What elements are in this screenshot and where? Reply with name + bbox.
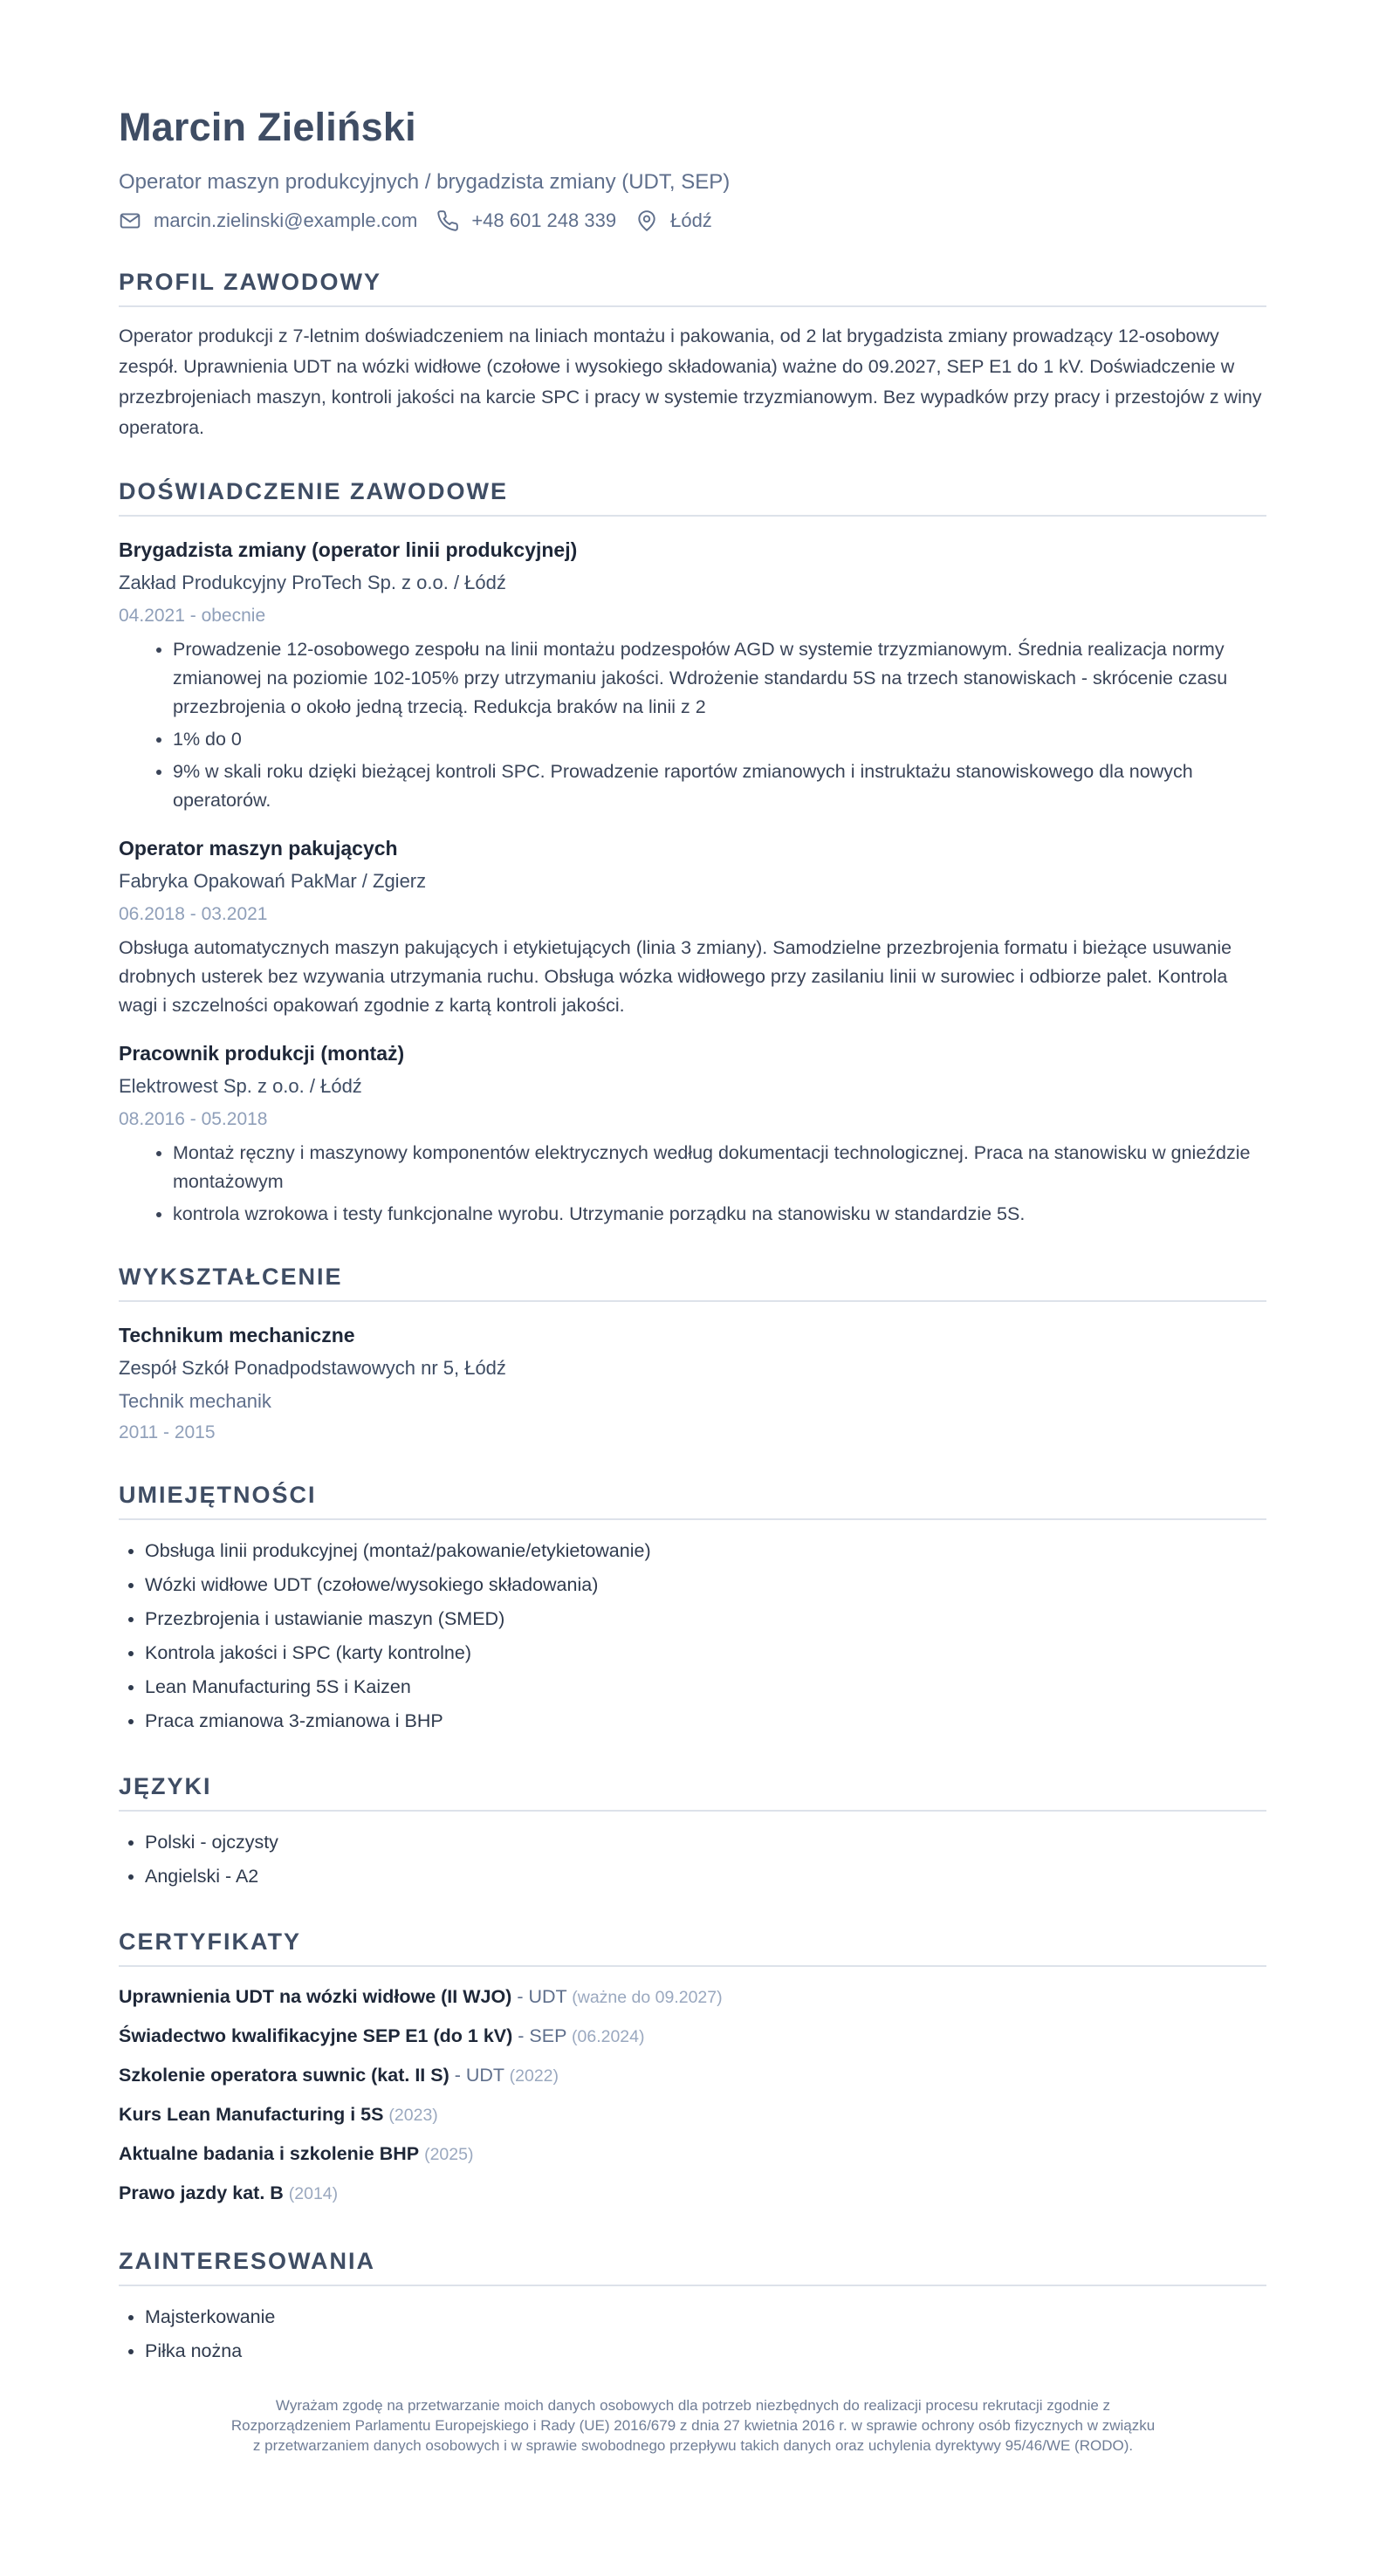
list-item: • Przezbrojenia i ustawianie maszyn (SMED) xyxy=(145,1602,1266,1636)
list-item: • Praca zmianowa 3-zmianowa i BHP xyxy=(145,1704,1266,1738)
job-bullets xyxy=(119,635,1266,815)
list-item: • kontrola wzrokowa i testy funkcjonalne wyrobu. Utrzymanie porządku na stanowisku w standardzie 5S. xyxy=(173,1200,1266,1229)
job-title: Brygadzista zmiany (operator linii produkcyjnej) xyxy=(119,538,578,561)
certificate-date: (ważne do 09.2027) xyxy=(572,1988,723,2007)
contact-row xyxy=(119,208,1266,234)
job-date: 08.2016 - 05.2018 xyxy=(119,1109,268,1129)
section-heading: DOŚWIADCZENIE ZAWODOWE xyxy=(119,476,1266,517)
certificate-date: (2014) xyxy=(288,2184,339,2203)
certificate-name: Świadectwo kwalifikacyjne SEP E1 (do 1 kV) xyxy=(119,2025,513,2046)
section-heading: ZAINTERESOWANIA xyxy=(119,2246,1266,2286)
section-skills xyxy=(119,1480,1266,1738)
education-school: Zespół Szkół Ponadpodstawowych nr 5, Łódź xyxy=(119,1357,506,1379)
list-item: • Polski - ojczysty xyxy=(145,1826,1266,1860)
section-education xyxy=(119,1262,1266,1447)
list-item: • 1% do 0 xyxy=(173,725,1266,754)
certificate-issuer: - UDT xyxy=(449,2065,504,2086)
contact-phone[interactable] xyxy=(436,208,616,234)
location-text: Łódź xyxy=(670,209,712,231)
list-item: • Lean Manufacturing 5S i Kaizen xyxy=(145,1670,1266,1704)
location-pin-icon xyxy=(635,209,658,232)
phone-icon xyxy=(436,209,459,232)
gdpr-consent-clause: Wyrażam zgodę na przetwarzanie moich danych osobowych dla potrzeb niezbędnych do realizacji procesu rekrutacji zgodnie z Rozporządzeniem Parlamentu Europejskiego i Rady (UE) 2016/679 z dnia 27 kwietnia 2016 r. w sprawie ochrony osób fizycznych w związku z przetwarzaniem danych osobowych i w sprawie swobodnego przepływu takich danych oraz uchylenia dyrektywy 95/46/WE (RODO). xyxy=(230,2397,1156,2454)
education-date: 2011 - 2015 xyxy=(119,1422,216,1442)
certificate-name: Prawo jazdy kat. B xyxy=(119,2182,284,2203)
section-heading: JĘZYKI xyxy=(119,1771,1266,1812)
certificate-name: Szkolenie operatora suwnic (kat. II S) xyxy=(119,2065,449,2086)
candidate-name: Marcin Zieliński xyxy=(119,105,416,149)
education-degree: Technikum mechaniczne xyxy=(119,1324,355,1346)
languages-list xyxy=(119,1826,1266,1894)
job-company: Fabryka Opakowań PakMar / Zgierz xyxy=(119,870,427,892)
certificate-item xyxy=(119,2174,1266,2213)
job-date: 04.2021 - obecnie xyxy=(119,606,266,626)
list-item: • Piłka nożna xyxy=(145,2334,1266,2368)
certificate-issuer: - UDT xyxy=(511,1986,567,2007)
certificate-date: (06.2024) xyxy=(572,2027,645,2046)
section-heading: CERTYFIKATY xyxy=(119,1927,1266,1967)
certificates-list xyxy=(119,1977,1266,2213)
list-item: • Prowadzenie 12-osobowego zespołu na linii montażu podzespołów AGD w systemie trzyzmianowym. Średnia realizacja normy zmianowej na poziomie 102-105% przy utrzymaniu jakości. Wdrożenie standardu 5S na trzech stanowiskach - skrócenie czasu przezbrojenia o około jedną trzecią. Redukcja braków na linii z 2 xyxy=(173,635,1266,722)
job-entry xyxy=(119,1039,1266,1229)
email-text: marcin.zielinski@example.com xyxy=(154,209,418,231)
skills-list xyxy=(119,1534,1266,1738)
list-item: • Angielski - A2 xyxy=(145,1860,1266,1894)
education-field: Technik mechanik xyxy=(119,1390,271,1412)
job-company: Elektrowest Sp. z o.o. / Łódź xyxy=(119,1075,362,1097)
list-item: • Majsterkowanie xyxy=(145,2300,1266,2334)
certificate-issuer: - SEP xyxy=(512,2025,567,2046)
section-certificates xyxy=(119,1927,1266,2213)
phone-text: +48 601 248 339 xyxy=(471,209,617,231)
mail-icon xyxy=(119,209,141,232)
list-item: • Wózki widłowe UDT (czołowe/wysokiego składowania) xyxy=(145,1568,1266,1602)
certificate-name: Aktualne badania i szkolenie BHP xyxy=(119,2143,420,2164)
section-languages xyxy=(119,1771,1266,1894)
job-company: Zakład Produkcyjny ProTech Sp. z o.o. / Łódź xyxy=(119,572,506,593)
certificate-item xyxy=(119,1977,1266,2017)
profile-summary: Operator produkcji z 7-letnim doświadczeniem na liniach montażu i pakowania, od 2 lat brygadzista zmiany prowadzący 12-osobowy zespół. Uprawnienia UDT na wózki widłowe (czołowe i wysokiego składowania) ważne do 09.2027, SEP E1 do 1 kV. Doświadczenie w przezbrojeniach maszyn, kontroli jakości na karcie SPC i pracy w systemie trzyzmianowym. Bez wypadków przy pracy i przestojów z winy operatora. xyxy=(119,325,1262,438)
certificate-name: Kurs Lean Manufacturing i 5S xyxy=(119,2104,384,2125)
list-item: • Obsługa linii produkcyjnej (montaż/pakowanie/etykietowanie) xyxy=(145,1534,1266,1568)
list-item: • Montaż ręczny i maszynowy komponentów elektrycznych według dokumentacji technologicznej. Praca na stanowisku w gnieździe montażowym xyxy=(173,1139,1266,1196)
section-heading: PROFIL ZAWODOWY xyxy=(119,267,1266,307)
section-heading: WYKSZTAŁCENIE xyxy=(119,1262,1266,1302)
certificate-item xyxy=(119,2134,1266,2174)
interests-list xyxy=(119,2300,1266,2368)
contact-email[interactable] xyxy=(119,208,417,234)
section-interests xyxy=(119,2246,1266,2368)
job-entry xyxy=(119,834,1266,1020)
contact-location xyxy=(635,208,712,234)
section-profile xyxy=(119,267,1266,443)
list-item: • 9% w skali roku dzięki bieżącej kontroli SPC. Prowadzenie raportów zmianowych i instruktażu stanowiskowego dla nowych operatorów. xyxy=(173,757,1266,815)
certificate-date: (2023) xyxy=(388,2106,438,2125)
job-description: Obsługa automatycznych maszyn pakujących i etykietujących (linia 3 zmiany). Samodzielne przezbrojenia formatu i bieżące usuwanie drobnych usterek bez wzywania utrzymania ruchu. Obsługa wózka widłowego przy zasilaniu linii w surowiec i odbiorze palet. Kontrola wagi i szczelności opakowań zgodnie z kartą kontroli jakości. xyxy=(119,937,1232,1016)
candidate-title: Operator maszyn produkcyjnych / brygadzista zmiany (UDT, SEP) xyxy=(119,170,731,194)
certificate-item xyxy=(119,2056,1266,2095)
certificate-name: Uprawnienia UDT na wózki widłowe (II WJO) xyxy=(119,1986,512,2007)
certificate-item xyxy=(119,2017,1266,2056)
section-heading: UMIEJĘTNOŚCI xyxy=(119,1480,1266,1520)
section-experience xyxy=(119,476,1266,1229)
certificate-date: (2025) xyxy=(424,2145,474,2164)
job-entry xyxy=(119,536,1266,815)
list-item: • Kontrola jakości i SPC (karty kontrolne) xyxy=(145,1636,1266,1670)
job-title: Operator maszyn pakujących xyxy=(119,837,398,860)
job-bullets xyxy=(119,1139,1266,1229)
job-date: 06.2018 - 03.2021 xyxy=(119,904,268,924)
resume xyxy=(119,103,1266,2368)
job-title: Pracownik produkcji (montaż) xyxy=(119,1042,405,1065)
certificate-date: (2022) xyxy=(509,2066,559,2086)
certificate-item xyxy=(119,2095,1266,2134)
